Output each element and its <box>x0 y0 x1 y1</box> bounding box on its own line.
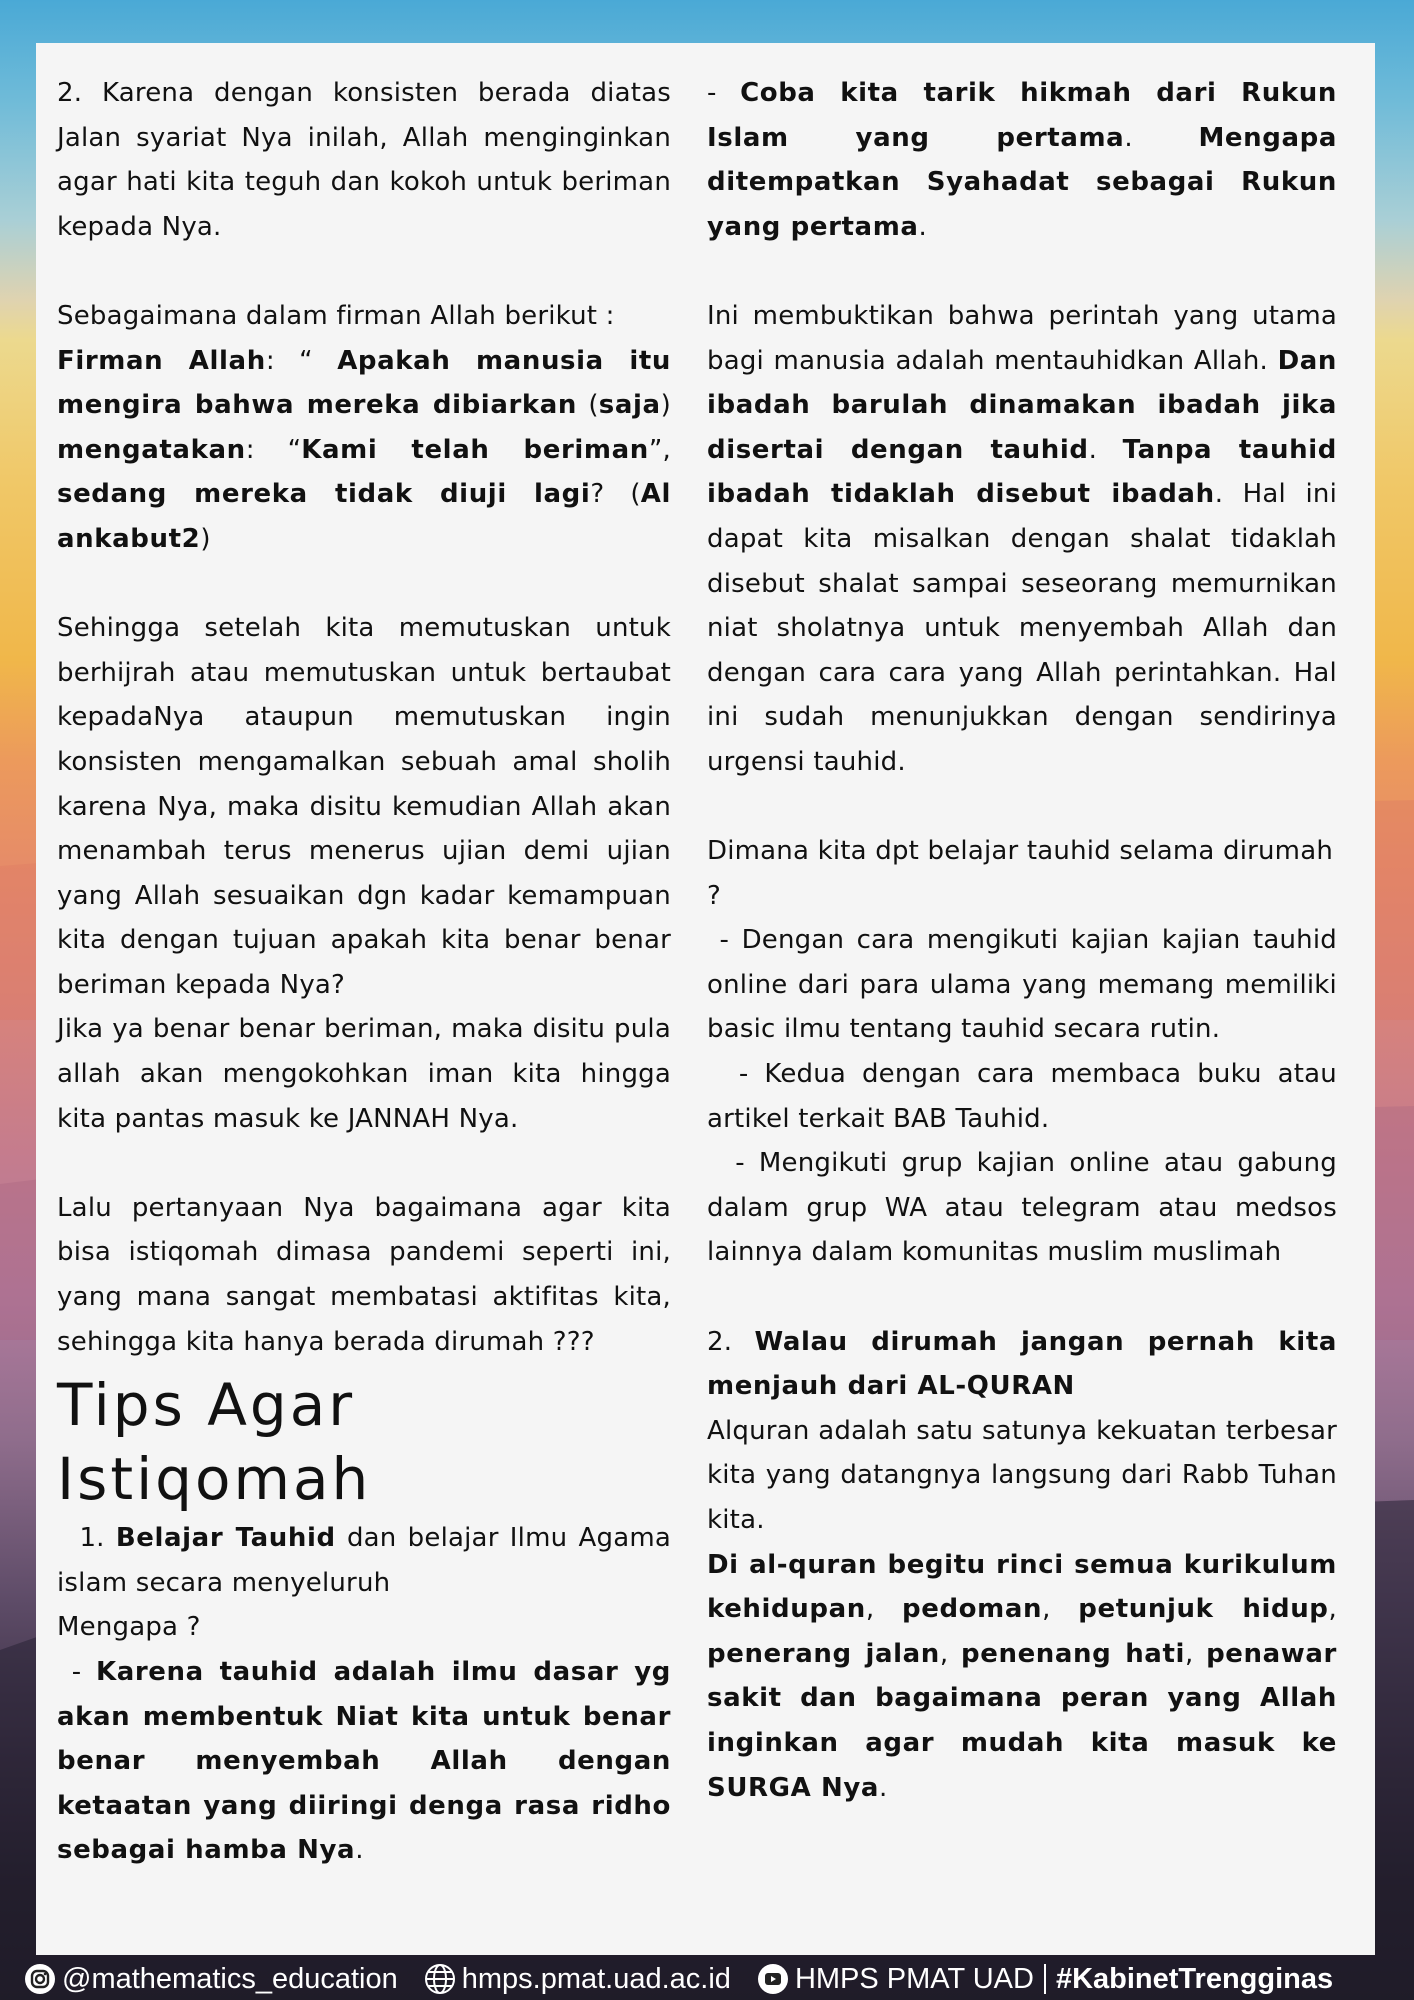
paragraph-firman-intro: Sebagaimana dalam firman Allah berikut : <box>57 300 615 331</box>
verse-text: ”, <box>648 434 671 465</box>
paragraph-rukun-islam <box>707 71 1337 249</box>
divider <box>1044 1964 1046 1994</box>
paragraph-kurikulum <box>707 1543 1337 1811</box>
left-column <box>57 71 681 1873</box>
verse-bold: saja <box>598 390 661 421</box>
verse-text: ) <box>660 390 671 421</box>
text: . Hal ini dapat kita misalkan dengan shalat tidaklah disebut shalat sampai seseorang memurnikan niat sholatnya untuk menyembah Allah dan dengan cara cara yang Allah perintahkan. Hal ini sudah menunjukkan dengan sendirinya urgensi tauhid. <box>707 479 1337 777</box>
verse-text: : “ <box>245 434 302 465</box>
text: , <box>1328 1594 1337 1625</box>
footer-bar <box>0 1958 1414 2000</box>
quran-verse <box>57 339 671 562</box>
hashtag: #KabinetTrengginas <box>1055 1962 1334 1995</box>
footer-youtube[interactable] <box>757 1963 1034 1996</box>
bullet-membaca-buku: - Kedua dengan cara membaca buku atau artikel terkait BAB Tauhid. <box>707 1059 1346 1134</box>
bullet-kajian-online: - Dengan cara mengikuti kajian kajian tauhid online dari para ulama yang memang memiliki basic ilmu tentang tauhid secara rutin. <box>707 925 1346 1045</box>
footer-website[interactable] <box>424 1963 731 1996</box>
verse-bold: mengatakan <box>57 434 246 465</box>
bold-text: penerang jalan <box>707 1638 940 1669</box>
section-heading: Tips Agar Istiqomah <box>57 1371 372 1514</box>
verse-text: ( <box>577 390 599 421</box>
tip-1 <box>57 1516 680 1605</box>
reason-bold: Karena tauhid adalah ilmu dasar yg akan membentuk Niat kita untuk benar benar menyembah Allah dengan ketaatan yang diiringi denga rasa ridho sebagai hamba Nya <box>57 1657 681 1866</box>
bold-text: pedoman <box>902 1594 1043 1625</box>
dash: - <box>57 1657 96 1687</box>
verse-bold: sedang mereka tidak diuji lagi <box>57 479 591 510</box>
text: , <box>1185 1638 1207 1669</box>
bullet-grup-kajian: - Mengikuti grup kajian online atau gabung dalam grup WA atau telegram atau medsos lainnya dalam komunitas muslim muslimah <box>707 1148 1346 1268</box>
text: , <box>865 1594 903 1625</box>
tip-number: 1. <box>57 1523 116 1554</box>
globe-icon <box>424 1963 456 1995</box>
footer-instagram[interactable] <box>24 1963 398 1996</box>
bold-text: penawar sakit dan bagaimana peran yang Allah inginkan agar mudah kita masuk ke SURGA Nya <box>707 1638 1337 1803</box>
text: . <box>1124 122 1199 153</box>
verse-text: : “ <box>265 345 338 376</box>
question-dimana: Dimana kita dpt belajar tauhid selama dirumah ? <box>707 836 1334 911</box>
text: . <box>879 1772 888 1803</box>
content-panel <box>36 43 1375 1955</box>
spacer <box>57 1141 671 1186</box>
tip-title: Walau dirumah jangan pernah kita menjauh dari AL-QURAN <box>707 1326 1337 1402</box>
spacer <box>57 562 671 607</box>
tip-1-reason <box>57 1650 681 1873</box>
text: . <box>918 211 928 242</box>
spacer <box>707 785 1337 830</box>
why-question: Mengapa ? <box>57 1612 201 1643</box>
youtube-channel: HMPS PMAT UAD <box>794 1962 1034 1995</box>
verse-bold: Kami telah beriman <box>301 434 649 465</box>
verse-bold: Apakah manusia itu mengira bahwa mereka dibiarkan <box>57 345 671 421</box>
text: , <box>1042 1594 1079 1625</box>
right-column <box>707 71 1346 1810</box>
spacer <box>707 1275 1337 1320</box>
text: , <box>939 1638 962 1669</box>
youtube-icon <box>757 1963 789 1995</box>
paragraph-konsisten: 2. Karena dengan konsisten berada diatas Jalan syariat Nya inilah, Allah menginginkan agar hati kita teguh dan kokoh untuk beriman kepada Nya. <box>57 78 671 242</box>
tip-number: 2. <box>707 1326 755 1357</box>
spacer <box>57 249 671 294</box>
bold-text: Coba kita tarik hikmah dari Rukun Islam yang pertama <box>707 78 1338 153</box>
text: . <box>1088 434 1123 465</box>
paragraph-alquran: Alquran adalah satu satunya kekuatan terbesar kita yang datangnya langsung dari Rabb Tuhan kita. <box>707 1415 1337 1535</box>
verse-text: ) <box>200 523 211 554</box>
bold-text: Tanpa tauhid ibadah tidaklah disebut ibadah <box>707 434 1337 510</box>
bold-text: petunjuk hidup <box>1078 1594 1329 1625</box>
verse-text: ? ( <box>590 479 641 510</box>
tip-2 <box>707 1320 1337 1409</box>
verse-source: Al ankabut2 <box>57 479 671 554</box>
paragraph-ujian: Sehingga setelah kita memutuskan untuk berhijrah atau memutuskan untuk bertaubat kepadaNya ataupun memutuskan ingin konsisten mengamalkan sebuah amal sholih karena Nya, maka disitu kemudian Allah akan menambah terus menerus ujian demi ujian yang Allah sesuaikan dgn kadar kemampuan kita dengan tujuan apakah kita benar benar beriman kepada Nya? <box>57 613 671 1000</box>
paragraph-jannah: Jika ya benar benar beriman, maka disitu pula allah akan mengokohkan iman kita hingga kita pantas masuk ke JANNAH Nya. <box>57 1014 671 1134</box>
instagram-icon <box>24 1963 56 1995</box>
period: . <box>355 1835 364 1866</box>
bold-text: Dan ibadah barulah dinamakan ibadah jika disertai dengan tauhid <box>707 345 1337 465</box>
spacer <box>707 249 1337 294</box>
paragraph-tauhid <box>707 294 1337 785</box>
paragraph-pandemi: Lalu pertanyaan Nya bagaimana agar kita bisa istiqomah dimasa pandemi seperti ini, yang mana sangat membatasi aktifitas kita, sehingga kita hanya berada dirumah ??? <box>57 1192 671 1357</box>
instagram-handle: @mathematics_education <box>62 1962 398 1995</box>
text: Ini membuktikan bahwa perintah yang utama bagi manusia adalah mentauhidkan Allah. <box>707 300 1337 376</box>
tip-text: dan belajar Ilmu Agama islam secara menyeluruh <box>57 1523 680 1598</box>
bold-text: Mengapa ditempatkan Syahadat sebagai Rukun yang pertama <box>707 122 1337 242</box>
dash: - <box>707 78 741 108</box>
verse-bold: Firman Allah <box>57 345 266 376</box>
bold-text: penenang hati <box>961 1638 1185 1669</box>
website-url: hmps.pmat.uad.ac.id <box>461 1962 731 1995</box>
tip-title: Belajar Tauhid <box>115 1523 336 1554</box>
bold-text: Di al-quran begitu rinci semua kurikulum kehidupan <box>707 1549 1337 1625</box>
